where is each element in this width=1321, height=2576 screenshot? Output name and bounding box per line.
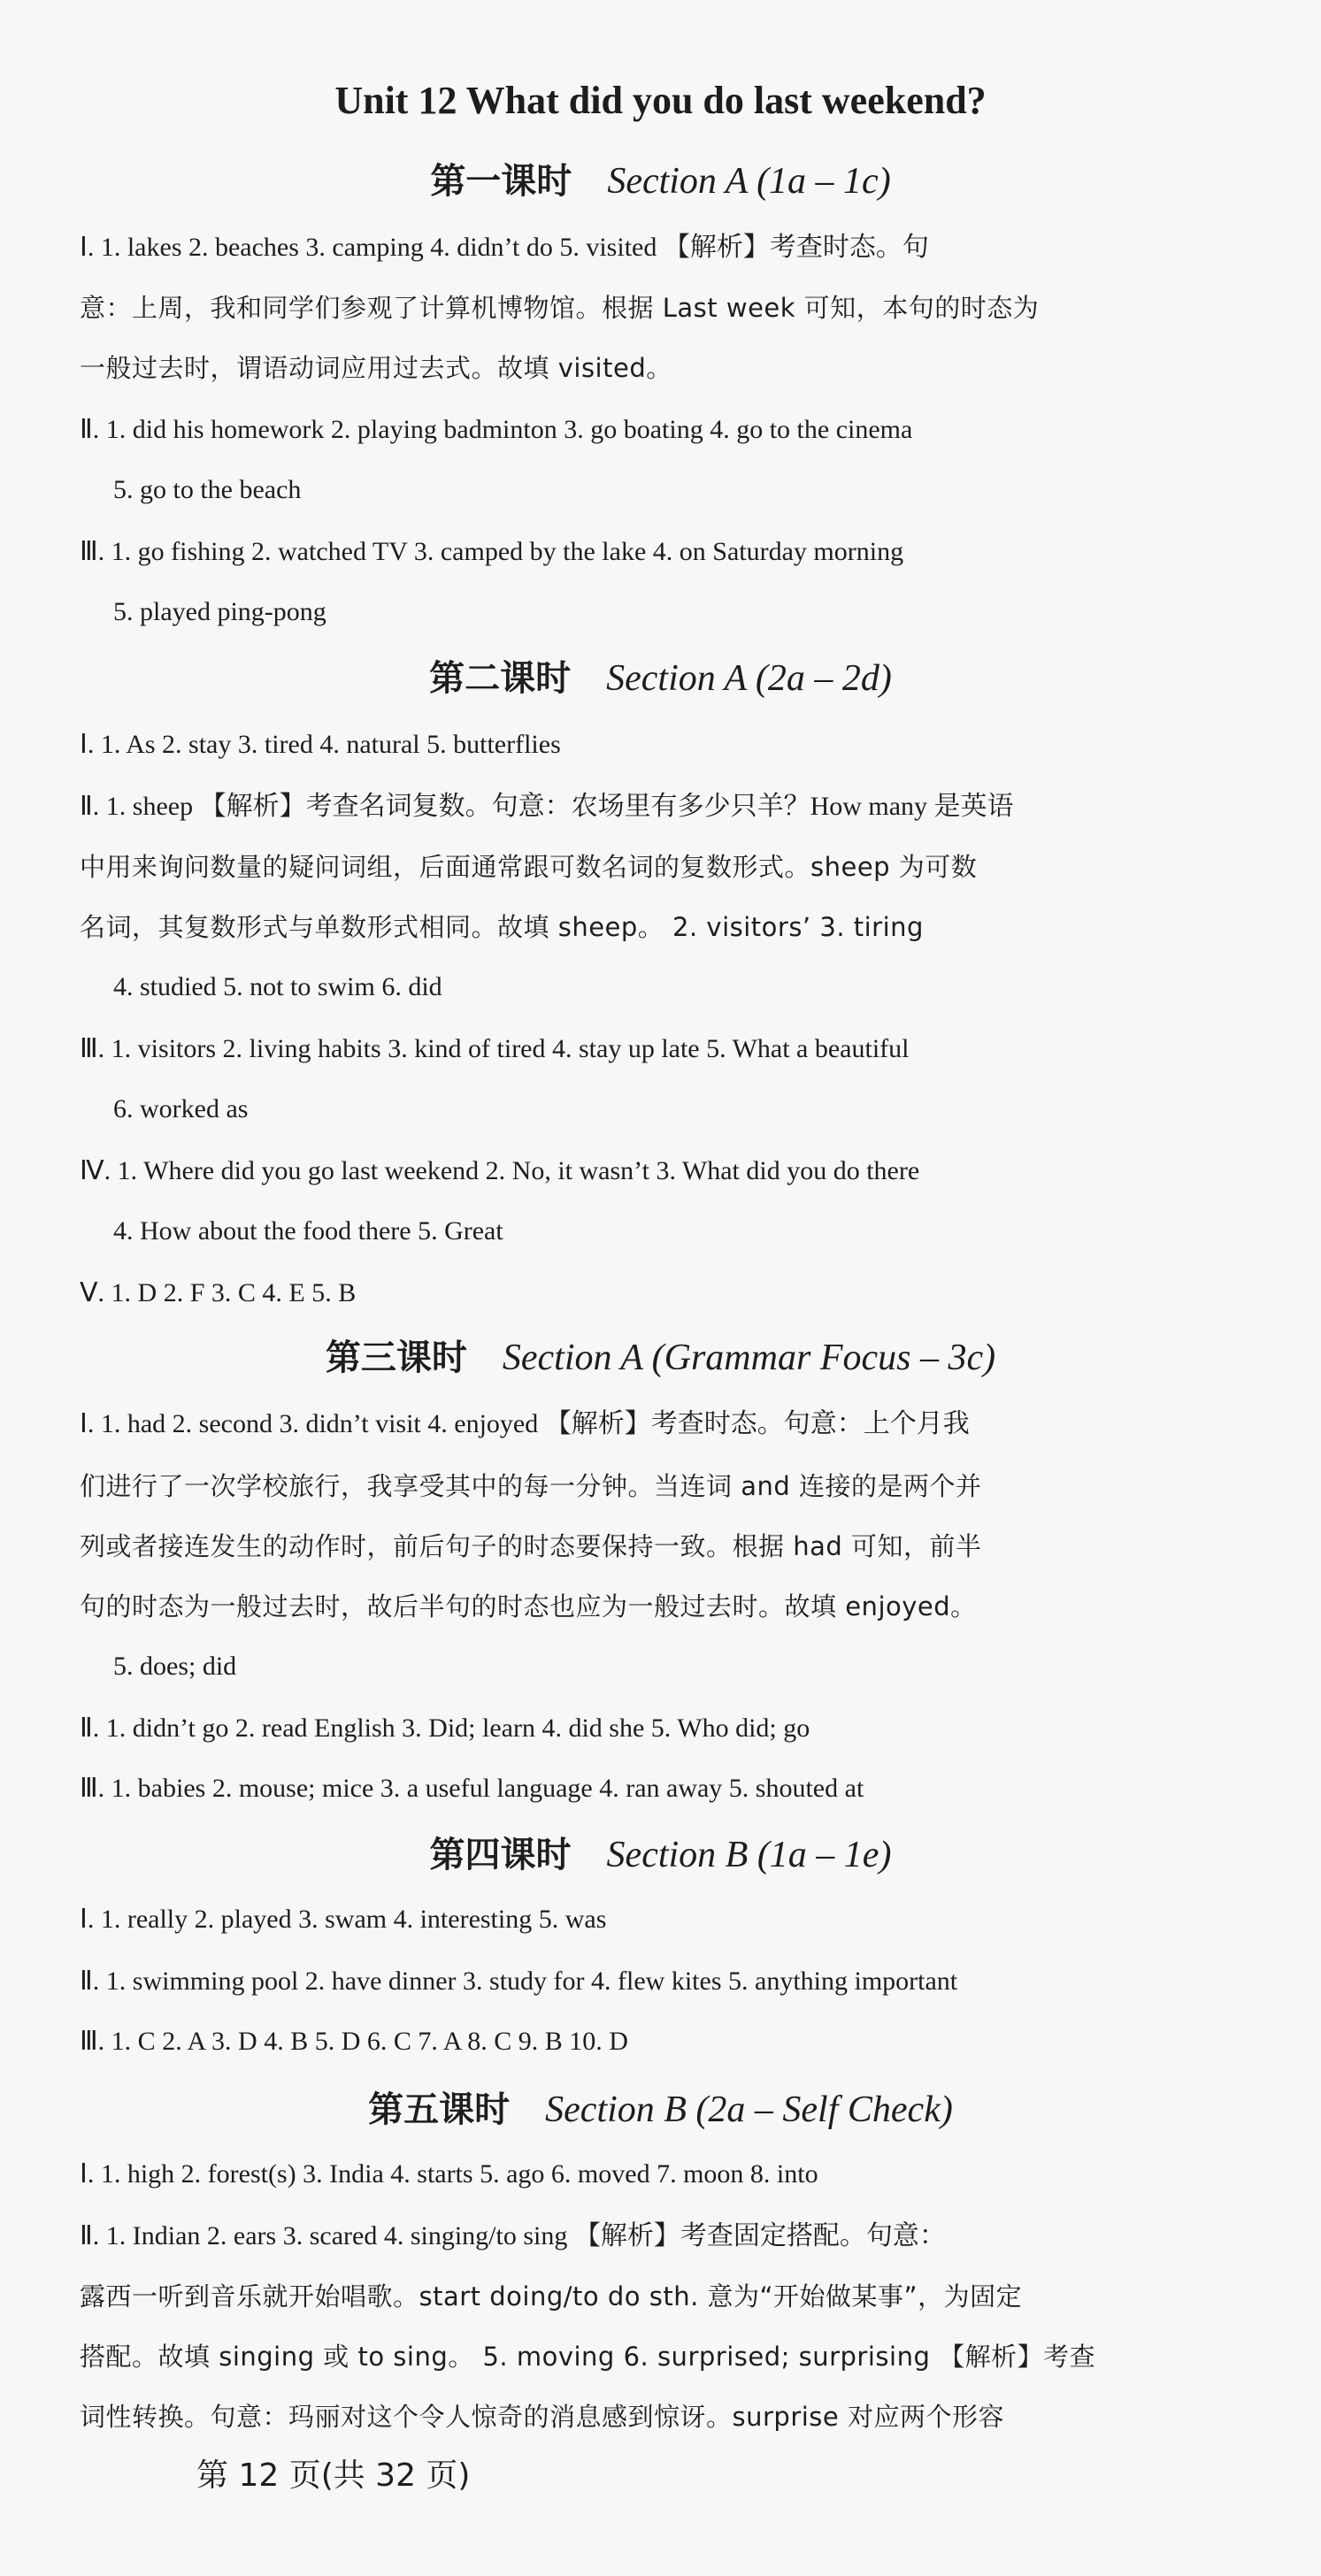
answer-line: 一般过去时，谓语动词应用过去式。故填 visited。 xyxy=(80,353,672,383)
section-title-3: 第三课时 Section A (Grammar Focus – 3c) xyxy=(325,1338,996,1378)
answer-line: Ⅲ. 1. babies 2. mouse; mice 3. a useful language 4. ran away 5. shouted at xyxy=(80,1774,864,1803)
section-title-1: 第一课时 Section A (1a – 1c) xyxy=(430,161,891,202)
section-title-2: 第二课时 Section A (2a – 2d) xyxy=(429,658,892,699)
answer-line: Ⅴ. 1. D 2. F 3. C 4. E 5. B xyxy=(80,1278,357,1307)
answer-line: Ⅲ. 1. visitors 2. living habits 3. kind of tired 4. stay up late 5. What a beautiful xyxy=(80,1034,910,1063)
unit-title: Unit 12 What did you do last weekend? xyxy=(334,79,987,122)
answer-line: Ⅱ. 1. did his homework 2. playing badminton 3. go boating 4. go to the cinema xyxy=(80,415,913,444)
answer-line: 4. How about the food there 5. Great xyxy=(113,1216,503,1246)
answer-line: 句的时态为一般过去时，故后半句的时态也应为一般过去时。故填 enjoyed。 xyxy=(80,1591,977,1622)
answer-line: 们进行了一次学校旅行，我享受其中的每一分钟。当连词 and 连接的是两个并 xyxy=(80,1471,982,1501)
answer-line: Ⅰ. 1. really 2. played 3. swam 4. interesting 5. was xyxy=(80,1905,607,1934)
answer-line: 列或者接连发生的动作时，前后句子的时态要保持一致。根据 had 可知，前半 xyxy=(80,1531,982,1561)
answer-line: Ⅲ. 1. C 2. A 3. D 4. B 5. D 6. C 7. A 8. C 9. B 10. D xyxy=(80,2027,628,2056)
answer-line: Ⅱ. 1. swimming pool 2. have dinner 3. study for 4. flew kites 5. anything important xyxy=(80,1966,958,1996)
answer-line: 中用来询问数量的疑问词组，后面通常跟可数名词的复数形式。sheep 为可数 xyxy=(80,852,978,882)
answer-line: Ⅰ. 1. high 2. forest(s) 3. India 4. starts 5. ago 6. moved 7. moon 8. into xyxy=(80,2159,818,2189)
answer-line: 5. played ping-pong xyxy=(113,597,326,626)
answer-line: Ⅳ. 1. Where did you go last weekend 2. No, it wasn’t 3. What did you do there xyxy=(80,1156,920,1185)
section-title-4: 第四课时 Section B (1a – 1e) xyxy=(429,1835,892,1875)
answer-line: 意：上周，我和同学们参观了计算机博物馆。根据 Last week 可知，本句的时态为 xyxy=(80,293,1040,323)
answer-line: Ⅰ. 1. lakes 2. beaches 3. camping 4. didn’t do 5. visited 【解析】考查时态。句 xyxy=(80,233,929,262)
answer-line: 露西一听到音乐就开始唱歌。start doing/to do sth. 意为“开始做某事”，为固定 xyxy=(80,2281,1023,2312)
answer-line: Ⅱ. 1. didn’t go 2. read English 3. Did; learn 4. did she 5. Who did; go xyxy=(80,1714,810,1743)
answer-line: 搭配。故填 singing 或 to sing。 5. moving 6. surprised; surprising 【解析】考查 xyxy=(80,2342,1096,2372)
answer-line: Ⅲ. 1. go fishing 2. watched TV 3. camped by the lake 4. on Saturday morning xyxy=(80,537,904,566)
page-number: 第 12 页(共 32 页) xyxy=(196,2457,471,2494)
answer-line: 5. go to the beach xyxy=(113,475,302,504)
answer-line: 名词，其复数形式与单数形式相同。故填 sheep。 2. visitors’ 3. tiring xyxy=(80,912,924,942)
answer-line: 词性转换。句意：玛丽对这个令人惊奇的消息感到惊讶。surprise 对应两个形容 xyxy=(80,2402,1004,2432)
answer-line: Ⅱ. 1. sheep 【解析】考查名词复数。句意：农场里有多少只羊？How many 是英语 xyxy=(80,792,1014,821)
answer-line: 5. does; did xyxy=(113,1652,237,1681)
answer-line: Ⅰ. 1. had 2. second 3. didn’t visit 4. enjoyed 【解析】考查时态。句意：上个月我 xyxy=(80,1409,970,1438)
answer-line: Ⅱ. 1. Indian 2. ears 3. scared 4. singing/to sing 【解析】考查固定搭配。句意： xyxy=(80,2221,946,2250)
answer-line: 4. studied 5. not to swim 6. did xyxy=(113,972,442,1001)
answer-line: 6. worked as xyxy=(113,1094,249,1123)
answer-line: Ⅰ. 1. As 2. stay 3. tired 4. natural 5. butterflies xyxy=(80,730,561,759)
section-title-5: 第五课时 Section B (2a – Self Check) xyxy=(368,2089,953,2130)
